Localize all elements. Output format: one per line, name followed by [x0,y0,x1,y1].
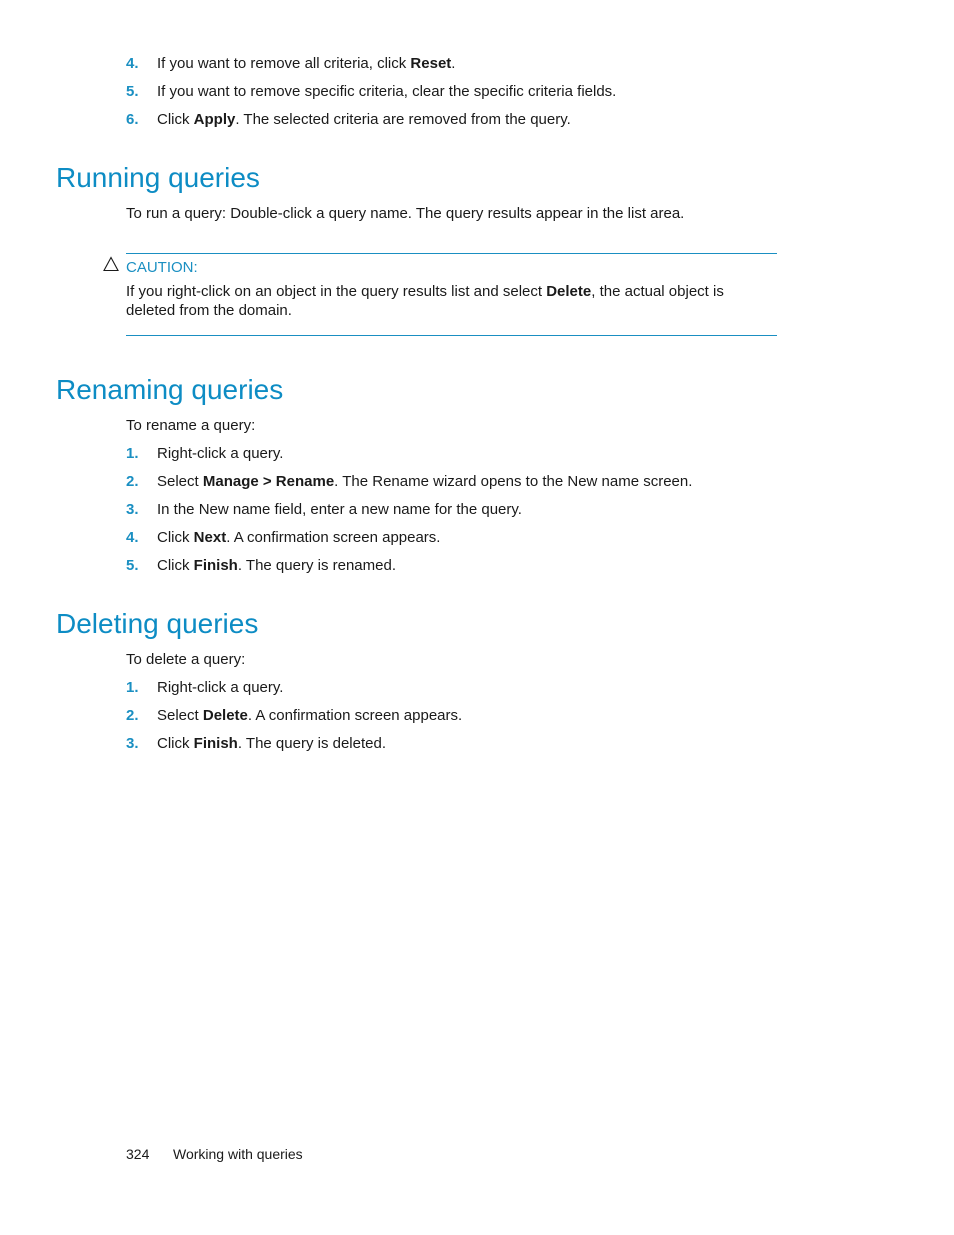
page-number: 324 [126,1146,150,1162]
running-intro: To run a query: Double-click a query name. The query results appear in the list area. [126,205,685,222]
step-text: Right-click a query. [157,679,284,696]
ui-term: Finish [193,557,238,574]
ui-term: Manage > Rename [202,473,335,490]
step-text: Select Delete. A confirmation screen appears. [157,707,463,724]
step-text: In the New name field, enter a new name for the query. [157,501,522,518]
step-text: Click Finish. The query is deleted. [157,735,386,752]
step-text: If you want to remove all criteria, click Reset. [157,55,456,72]
caution-box [126,253,777,336]
step-number: 3. [126,735,139,752]
renaming-intro: To rename a query: [126,417,256,434]
step-number: 6. [126,111,139,128]
step-number: 1. [126,679,139,696]
ui-term: Next [193,529,227,546]
section-heading-renaming-queries: Renaming queries [56,374,284,405]
ui-term: Delete [546,283,592,300]
step-number: 5. [126,83,139,100]
section-heading-deleting-queries: Deleting queries [56,608,259,639]
step-text: Click Apply. The selected criteria are removed from the query. [157,111,571,128]
step-number: 4. [126,55,139,72]
section-heading-running-queries: Running queries [56,162,260,193]
step-text: Right-click a query. [157,445,284,462]
step-text: Click Next. A confirmation screen appears. [157,529,441,546]
ui-term: Apply [193,111,236,128]
step-number: 3. [126,501,139,518]
step-number: 2. [126,707,139,724]
deleting-intro: To delete a query: [126,651,246,668]
ui-term: Finish [193,735,238,752]
caution-label: CAUTION: [126,259,198,276]
step-number: 4. [126,529,139,546]
ui-term: Reset [410,55,452,72]
step-text: Click Finish. The query is renamed. [157,557,396,574]
footer-section-title: Working with queries [173,1146,303,1162]
step-number: 2. [126,473,139,490]
caution-text: If you right-click on an object in the query results list and select Delete, the actual object is deleted from the domain. [126,283,724,319]
step-number: 5. [126,557,139,574]
caution-triangle-icon [103,256,119,272]
step-number: 1. [126,445,139,462]
step-text: If you want to remove specific criteria, clear the specific criteria fields. [157,83,617,100]
ui-term: Delete [202,707,248,724]
step-text: Select Manage > Rename. The Rename wizard opens to the New name screen. [157,473,693,490]
